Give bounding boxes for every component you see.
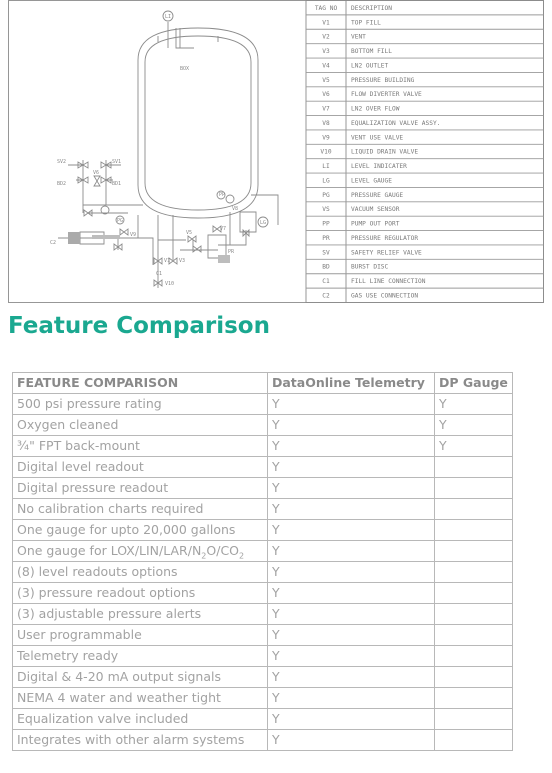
table-row: [13, 730, 513, 751]
legend-tag: V8: [322, 119, 330, 127]
feature-cell: Telemetry ready: [13, 646, 268, 667]
telemetry-cell: Y: [268, 394, 435, 415]
feature-cell: ¾" FPT back-mount: [13, 436, 268, 457]
label-pp: PP: [219, 192, 226, 198]
label-v6: V6: [93, 170, 100, 176]
legend-tag: V9: [322, 134, 330, 142]
feature-cell: User programmable: [13, 625, 268, 646]
telemetry-cell: Y: [268, 667, 435, 688]
legend-description: VACUUM SENSOR: [351, 206, 400, 214]
telemetry-cell: Y: [268, 541, 435, 562]
legend-header-description: DESCRIPTION: [351, 4, 392, 12]
dp-gauge-cell: [435, 562, 513, 583]
header-feature: FEATURE COMPARISON: [13, 373, 268, 394]
legend-tag: C1: [322, 278, 330, 286]
feature-cell: Digital pressure readout: [13, 478, 268, 499]
telemetry-cell: Y: [268, 730, 435, 751]
telemetry-cell: Y: [268, 646, 435, 667]
telemetry-cell: Y: [268, 499, 435, 520]
telemetry-cell: Y: [268, 436, 435, 457]
table-row: [13, 604, 513, 625]
section-heading: Feature Comparison: [8, 313, 270, 339]
table-row: [13, 394, 513, 415]
dp-gauge-cell: [435, 730, 513, 751]
feature-cell: No calibration charts required: [13, 499, 268, 520]
label-pg: PG: [117, 218, 124, 224]
table-row: [13, 541, 513, 562]
legend-description: EQUALIZATION VALVE ASSY.: [351, 119, 441, 127]
dp-gauge-cell: [435, 541, 513, 562]
legend-tag: V2: [322, 33, 330, 41]
feature-cell: (8) level readouts options: [13, 562, 268, 583]
legend-description: LIQUID DRAIN VALVE: [351, 148, 419, 156]
table-row: [13, 709, 513, 730]
legend-tag: BD: [322, 263, 330, 271]
label-lg: LG: [260, 220, 267, 226]
legend-tag: C2: [322, 292, 330, 300]
legend-description: TOP FILL: [351, 19, 381, 27]
dp-gauge-cell: [435, 583, 513, 604]
dp-gauge-cell: [435, 646, 513, 667]
label-sv2: SV2: [57, 159, 67, 165]
feature-cell: Equalization valve included: [13, 709, 268, 730]
table-row: [13, 436, 513, 457]
legend-description: LN2 OVER FLOW: [351, 105, 400, 113]
label-v9: V9: [130, 232, 137, 238]
dp-gauge-cell: [435, 604, 513, 625]
table-row: [13, 583, 513, 604]
legend-description: GAS USE CONNECTION: [351, 292, 419, 300]
legend-description: PRESSURE GAUGE: [351, 191, 404, 199]
legend-description: BURST DISC: [351, 263, 389, 271]
legend-tag: V4: [322, 62, 330, 70]
label-v5: V5: [186, 230, 193, 236]
table-row: [13, 478, 513, 499]
label-sv1: SV1: [112, 159, 122, 165]
label-c1: C1: [156, 271, 163, 277]
dp-gauge-cell: [435, 667, 513, 688]
legend-tag: V3: [322, 48, 330, 56]
legend-description: VENT: [351, 33, 366, 41]
table-row: [13, 499, 513, 520]
label-v7: V7: [220, 226, 227, 232]
table-row: [13, 646, 513, 667]
label-pr: PR: [228, 249, 235, 255]
legend-tag: V6: [322, 91, 330, 99]
dp-gauge-cell: Y: [435, 415, 513, 436]
table-header-row: [13, 373, 513, 394]
label-box: BOX: [180, 66, 190, 72]
label-v8: V8: [232, 206, 239, 212]
telemetry-cell: Y: [268, 478, 435, 499]
legend-description: VENT USE VALVE: [351, 134, 404, 142]
legend-tag: PR: [322, 234, 330, 242]
legend-tag: V10: [320, 148, 332, 156]
legend-description: LEVEL INDICATER: [351, 163, 407, 171]
legend-description: BOTTOM FILL: [351, 48, 392, 56]
legend-tag: VS: [322, 206, 330, 214]
tank-vessel: [138, 28, 258, 218]
piping-diagram: [8, 0, 544, 303]
label-bd2: BD2: [57, 181, 67, 187]
legend-tag: PP: [322, 220, 330, 228]
dp-gauge-cell: Y: [435, 394, 513, 415]
dp-gauge-cell: [435, 520, 513, 541]
legend-description: FLOW DIVERTER VALVE: [351, 91, 422, 99]
telemetry-cell: Y: [268, 562, 435, 583]
legend-tag: LI: [322, 163, 330, 171]
telemetry-cell: Y: [268, 688, 435, 709]
feature-cell: Oxygen cleaned: [13, 415, 268, 436]
legend-tag: PG: [322, 191, 330, 199]
dp-gauge-cell: [435, 457, 513, 478]
legend-header-tag: TAG NO: [314, 4, 338, 12]
label-v10: V10: [165, 281, 175, 287]
table-row: [13, 520, 513, 541]
feature-comparison-table: [12, 372, 513, 751]
label-v1: V1: [164, 258, 171, 264]
telemetry-cell: Y: [268, 625, 435, 646]
feature-cell: NEMA 4 water and weather tight: [13, 688, 268, 709]
table-row: [13, 562, 513, 583]
diagram-frame: [9, 1, 544, 303]
telemetry-cell: Y: [268, 520, 435, 541]
feature-cell: Integrates with other alarm systems: [13, 730, 268, 751]
table-row: [13, 415, 513, 436]
dp-gauge-cell: [435, 688, 513, 709]
legend-description: PRESSURE BUILDING: [351, 76, 415, 84]
label-li: LI: [165, 14, 172, 20]
table-row: [13, 667, 513, 688]
dp-gauge-cell: [435, 499, 513, 520]
feature-cell: (3) pressure readout options: [13, 583, 268, 604]
feature-cell: Digital level readout: [13, 457, 268, 478]
legend-description: FILL LINE CONNECTION: [351, 278, 426, 286]
telemetry-cell: Y: [268, 457, 435, 478]
table-row: [13, 625, 513, 646]
valve-symbols: [78, 162, 249, 286]
legend-description: PRESSURE REGULATOR: [351, 234, 419, 242]
legend-tag: LG: [322, 177, 330, 185]
legend-description: LN2 OUTLET: [351, 62, 389, 70]
telemetry-cell: Y: [268, 604, 435, 625]
legend-tag: V5: [322, 76, 330, 84]
header-telemetry: DataOnline Telemetry: [268, 373, 435, 394]
legend-tag: V7: [322, 105, 330, 113]
legend-description: LEVEL GAUGE: [351, 177, 392, 185]
dp-gauge-cell: [435, 709, 513, 730]
telemetry-cell: Y: [268, 415, 435, 436]
legend-description: PUMP OUT PORT: [351, 220, 400, 228]
legend-description: SAFETY RELIEF VALVE: [351, 249, 422, 257]
feature-cell: (3) adjustable pressure alerts: [13, 604, 268, 625]
table-row: [13, 688, 513, 709]
telemetry-cell: Y: [268, 709, 435, 730]
telemetry-cell: Y: [268, 583, 435, 604]
label-bd1: BD1: [112, 181, 122, 187]
feature-cell: One gauge for LOX/$LIN/LAR/N_2O/CO_2$: [13, 541, 268, 562]
header-dp-gauge: DP Gauge: [435, 373, 513, 394]
dp-gauge-cell: [435, 478, 513, 499]
table-row: [13, 457, 513, 478]
dp-gauge-cell: Y: [435, 436, 513, 457]
feature-cell: One gauge for upto 20,000 gallons: [13, 520, 268, 541]
legend-table-grid: [306, 1, 544, 303]
legend-tag: SV: [322, 249, 330, 257]
label-v3: V3: [179, 258, 186, 264]
dp-gauge-cell: [435, 625, 513, 646]
label-c2: C2: [50, 240, 57, 246]
feature-cell: 500 psi pressure rating: [13, 394, 268, 415]
feature-cell: Digital & 4-20 mA output signals: [13, 667, 268, 688]
legend-tag: V1: [322, 19, 330, 27]
